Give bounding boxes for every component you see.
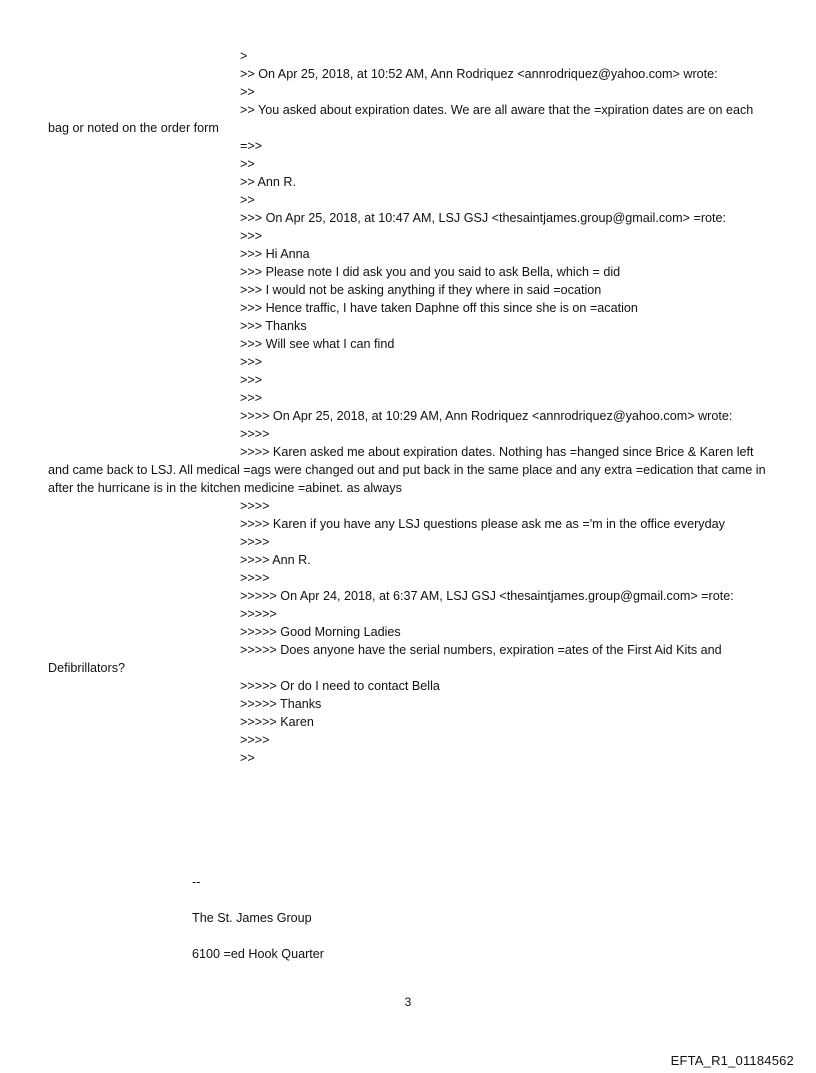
quote-line: >>> xyxy=(240,229,263,243)
quote-line: >> xyxy=(240,193,255,207)
quote-line: >>>>> Or do I need to contact Bella xyxy=(240,679,440,693)
quote-line: >>>> xyxy=(240,535,270,549)
quote-line: >>>>> Good Morning Ladies xyxy=(240,625,401,639)
quote-line: >>>>> Thanks xyxy=(240,697,322,711)
quote-line: >> Ann R. xyxy=(240,175,297,189)
quote-line: >>>>> xyxy=(240,607,277,621)
quote-line: =>> xyxy=(240,139,263,153)
quote-header: >>>> On Apr 25, 2018, at 10:29 AM, Ann Rodriquez <annrodriquez@yahoo.com> wrote: xyxy=(240,409,733,423)
quote-header: >>>>> On Apr 24, 2018, at 6:37 AM, LSJ GSJ <thesaintjames.group@gmail.com> =rote: xyxy=(240,589,734,603)
quote-line: >>>> xyxy=(240,427,270,441)
quote-body: >>>> Karen asked me about expiration dates. Nothing has =hanged since Brice & Karen left and came back to LSJ. All medical =ags were changed out and put back in the same place and any extra =edication that came in after the hurricane is in the kitchen medicine =abinet. as always xyxy=(48,445,766,495)
signature-company: The St. James Group xyxy=(192,911,312,925)
quote-line: >>> xyxy=(240,391,263,405)
quote-line: >>>> Ann R. xyxy=(240,553,311,567)
quote-line: > xyxy=(240,49,248,63)
quote-line: >>> xyxy=(240,373,263,387)
quote-line: >>> Hence traffic, I have taken Daphne off this since she is on =acation xyxy=(240,301,638,315)
quote-line: >>> Thanks xyxy=(240,319,307,333)
quote-line: >> xyxy=(240,751,255,765)
quote-line: >>> Hi Anna xyxy=(240,247,310,261)
document-id: EFTA_R1_01184562 xyxy=(670,1053,794,1068)
quote-line: >>>> Karen if you have any LSJ questions please ask me as ='m in the office everyday xyxy=(240,517,725,531)
signature-address: 6100 =ed Hook Quarter xyxy=(192,947,324,961)
page-number: 3 xyxy=(404,995,412,1009)
signature-separator: -- xyxy=(192,875,201,889)
quote-header: >>> On Apr 25, 2018, at 10:47 AM, LSJ GSJ <thesaintjames.group@gmail.com> =rote: xyxy=(240,211,727,225)
quote-line: >>> Please note I did ask you and you said to ask Bella, which = did xyxy=(240,265,621,279)
quote-line: >>> xyxy=(240,355,263,369)
quote-line: >>>> xyxy=(240,499,270,513)
quote-line: >>>> xyxy=(240,571,270,585)
quote-line: >>> Will see what I can find xyxy=(240,337,395,351)
quote-body: >> You asked about expiration dates. We are all aware that the =xpiration dates are on each bag or noted on the order form xyxy=(48,103,754,135)
quote-line: >>>> xyxy=(240,733,270,747)
quote-line: >> xyxy=(240,157,255,171)
quote-body: >>>>> Does anyone have the serial numbers, expiration =ates of the First Aid Kits and Defibrillators? xyxy=(48,643,722,675)
quote-line: >>> I would not be asking anything if they where in said =ocation xyxy=(240,283,602,297)
quote-header: >> On Apr 25, 2018, at 10:52 AM, Ann Rodriquez <annrodriquez@yahoo.com> wrote: xyxy=(240,67,718,81)
quote-line: >>>>> Karen xyxy=(240,715,314,729)
quote-line: >> xyxy=(240,85,255,99)
